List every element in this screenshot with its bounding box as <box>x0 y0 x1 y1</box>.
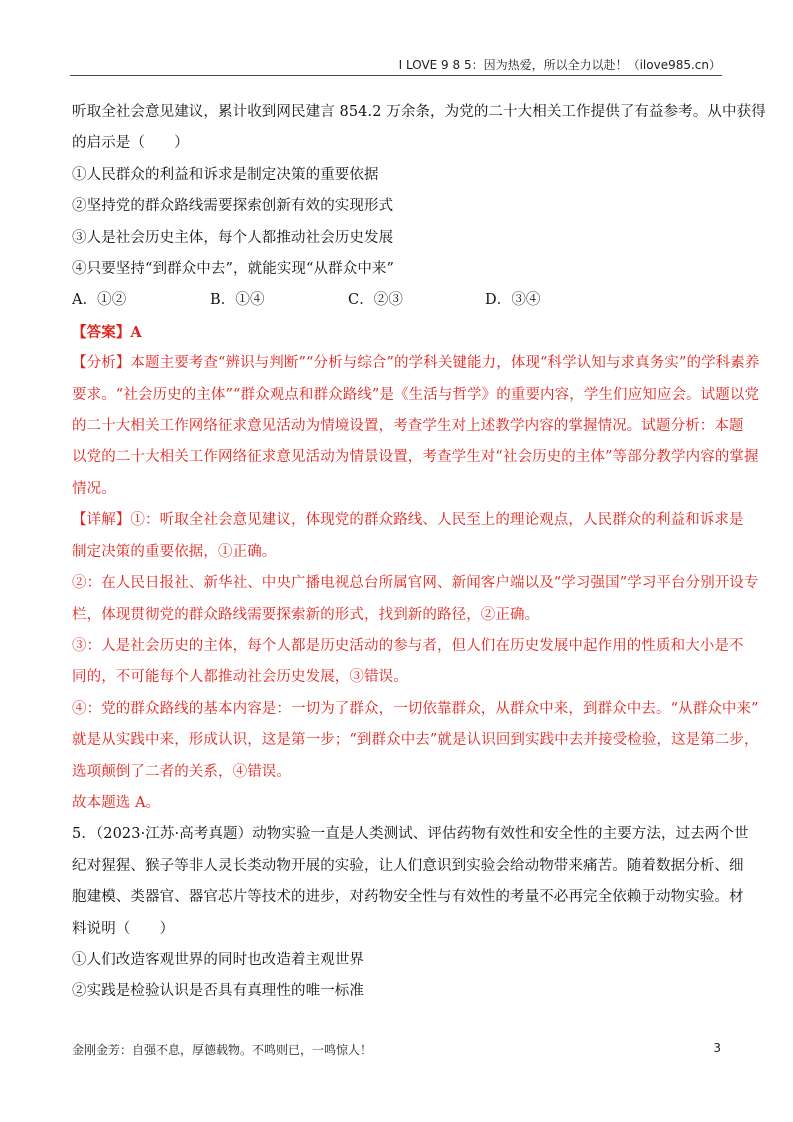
question5-stem-line: 5．（2023·江苏·高考真题）动物实验一直是人类测试、评估药物有效性和安全性的主要方法，过去两个世 <box>72 826 749 843</box>
analysis-line: 要求。“社会历史的主体”“群众观点和群众路线”是《生活与哲学》的重要内容，学生们应知应会。试题以党 <box>72 386 760 403</box>
document-body <box>72 97 766 1008</box>
option-b: B．①④ <box>210 292 265 309</box>
question-stem-line: 的启示是（ ） <box>72 135 189 152</box>
answer-options <box>72 285 723 316</box>
option-d: D．③④ <box>485 292 541 309</box>
detail-line: 选项颠倒了二者的关系，④错误。 <box>72 763 291 780</box>
option-c: C．②③ <box>348 292 403 309</box>
detail-line: ③：人是社会历史的主体，每个人都是历史活动的参与者，但人们在历史发展中起作用的性质和大小是不 <box>72 637 744 654</box>
option-a: A．①② <box>72 292 127 309</box>
header-divider <box>70 75 722 76</box>
detail-line: 同的，不可能每个人都推动社会历史发展，③错误。 <box>72 669 408 686</box>
analysis-line: 的二十大相关工作网络征求意见活动为情境设置，考查学生对上述教学内容的掌握情况。试题分析：本题 <box>72 418 744 435</box>
statement-item: ①人们改造客观世界的同时也改造着主观世界 <box>72 951 364 968</box>
detail-line: ④：党的群众路线的基本内容是：一切为了群众，一切依靠群众，从群众中来，到群众中去。“从群众中来” <box>72 700 759 717</box>
question5-stem-line: 料说明（ ） <box>72 920 175 937</box>
answer-key: 【答案】A <box>72 323 142 341</box>
statement-item: ①人民群众的利益和诉求是制定决策的重要依据 <box>72 166 379 183</box>
detail-line: 栏，体现贯彻党的群众路线需要探索新的形式，找到新的路径，②正确。 <box>72 606 540 623</box>
question5-stem-line: 胞建模、类器官、器官芯片等技术的进步，对药物安全性与有效性的考量不必再完全依赖于动物实验。材 <box>72 889 744 906</box>
detail-line: 【详解】①：听取全社会意见建议，体现党的群众路线、人民至上的理论观点，人民群众的利益和诉求是 <box>72 512 744 529</box>
page-header: I LOVE 9 8 5：因为热爱，所以全力以赴！（ilove985.cn） <box>398 58 721 72</box>
statement-item: ②实践是检验认识是否具有真理性的唯一标准 <box>72 983 364 1000</box>
statement-item: ②坚持党的群众路线需要探索创新有效的实现形式 <box>72 198 394 215</box>
detail-line: 制定决策的重要依据，①正确。 <box>72 543 277 560</box>
conclusion-line: 故本题选 A。 <box>72 794 161 811</box>
detail-line: ②：在人民日报社、新华社、中央广播电视总台所属官网、新闻客户端以及“学习强国”学习平台分别开设专 <box>72 575 759 592</box>
footer-motto: 金刚金芳：自强不息，厚德载物。不鸣则已，一鸣惊人！ <box>72 1043 373 1057</box>
statement-item: ③人是社会历史主体，每个人都推动社会历史发展 <box>72 229 394 246</box>
detail-line: 就是从实践中来，形成认识，这是第一步；“到群众中去”就是认识回到实践中去并接受检验，这是第二步， <box>72 732 759 749</box>
analysis-line: 【分析】本题主要考查“辨识与判断”“分析与综合”的学科关键能力，体现“科学认知与求真务实”的学科素养 <box>72 355 760 372</box>
question5-stem-line: 纪对猩猩、猴子等非人灵长类动物开展的实验，让人们意识到实验会给动物带来痛苦。随着数据分析、细 <box>72 857 744 874</box>
statement-item: ④只要坚持“到群众中去”，就能实现“从群众中来” <box>72 261 395 278</box>
analysis-line: 情况。 <box>72 480 116 497</box>
analysis-line: 以党的二十大相关工作网络征求意见活动为情景设置，考查学生对“社会历史的主体”等部分教学内容的掌握 <box>72 449 759 466</box>
question-stem-line: 听取全社会意见建议，累计收到网民建言 854.2 万余条，为党的二十大相关工作提供了有益参考。从中获得 <box>72 104 766 120</box>
page-number: 3 <box>713 1041 721 1055</box>
